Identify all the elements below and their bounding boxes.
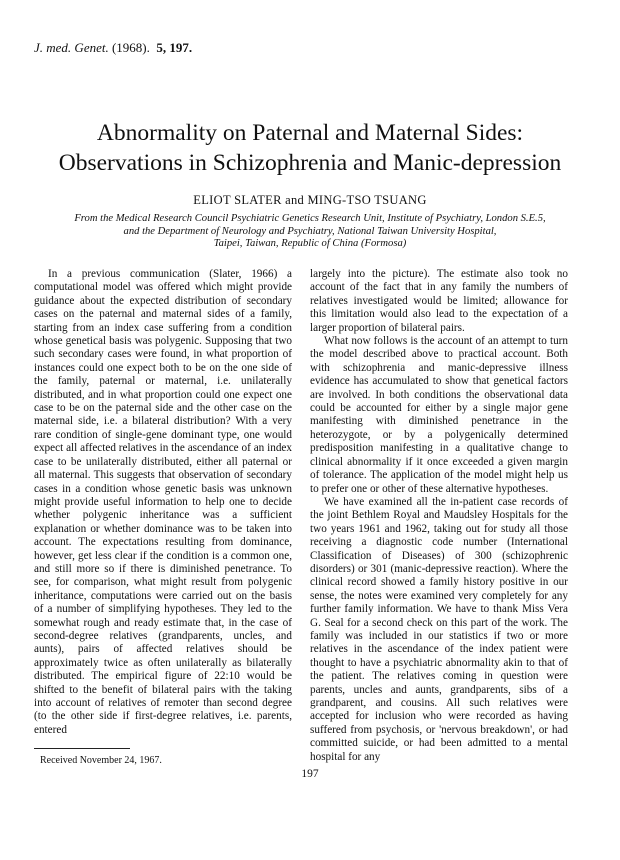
- affiliation-line-2: and the Department of Neurology and Psychiatry, National Taiwan University Hospital,: [123, 225, 497, 237]
- journal-year: (1968).: [111, 40, 150, 55]
- authors: ELIOT SLATER and MING-TSO TSUANG: [193, 193, 427, 207]
- journal-name: J. med. Genet.: [34, 40, 109, 55]
- body-paragraph: largely into the picture). The estimate also took no account of the fact that in any family the numbers of relatives investigated would be limited; allowance for this limitation would also lead to the expectation of a larger proportion of bilateral pairs.: [310, 268, 568, 334]
- received-date-footnote: Received November 24, 1967.: [40, 755, 162, 766]
- title-line-1: Abnormality on Paternal and Maternal Sides:: [96, 120, 524, 146]
- title-line-2: Observations in Schizophrenia and Manic-depression: [58, 150, 562, 176]
- affiliation: [40, 213, 580, 251]
- page-number: 197: [301, 768, 319, 780]
- journal-reference: [34, 40, 192, 56]
- body-paragraph: We have examined all the in-patient case records of the joint Bethlem Royal and Maudsley Hospitals for the two years 1961 and 1962, taking out for study all those receiving a diagnostic code number (International Classification of Diseases) of 300 (schizophrenic disorders) or 301 (manic-depressive reaction). Where the clinical record showed a family history positive in our sense, the notes were examined very completely for any further family information. We have to thank Miss Vera G. Seal for a second check on this part of the work. The family was included in our statistics if two or more relatives in the ascendance of the index patient were thought to have a psychiatric abnormality akin to that of the patient. The relatives coming in question were parents, uncles and aunts, grandparents, sibs of a grandparent, and cousins. All such relatives were accepted for inclusion who were recorded as having suffered from psychosis, or 'nervous breakdown', or had committed suicide, or had been admitted to a mental hospital for any: [310, 495, 568, 763]
- footnote-divider: [34, 748, 130, 749]
- body-paragraph: What now follows is the account of an attempt to turn the model described above to practical account. Both with schizophrenia and manic-depressive illness evidence has accumulated to show that genetical factors are involved. In both conditions the observational data could be accounted for either by a single major gene manifesting with diminished penetrance in the heterozygote, or by a polygenically determined predisposition manifesting in a qualitative change to clinical abnormality if it once exceeded a given margin of tolerance. The application of the model might help us to prefer one or other of these alternative hypotheses.: [310, 335, 568, 495]
- left-column: [34, 268, 292, 737]
- article-title: [20, 118, 600, 178]
- affiliation-line-1: From the Medical Research Council Psychiatric Genetics Research Unit, Institute of Psychiatry, London S.E.5,: [74, 213, 546, 224]
- body-paragraph: In a previous communication (Slater, 1966) a computational model was offered which might provide guidance about the expected distribution of secondary cases on the paternal and maternal sides of a family, starting from an index case suffering from a condition whose genetical basis was polygenic. Supposing that two such secondary cases were found, in what proportion of instances could one expect both to be on the one side of the family, paternal or maternal, i.e. unilaterally distributed, and in what proportion could one expect one case to be on the paternal side and the other case on the maternal side, i.e. a bilateral distribution? With a very rare condition of single-gene dominant type, one would expect all affected relatives in the ascendance of an index case to be unilaterally distributed, either all paternal or all maternal. This suggests that observation of secondary cases in a condition whose genetic basis was unknown might provide useful information to help one to decide whether polygenic inheritance was a sufficient explanation or whether dominance was to be taken into account. The expectations resulting from dominance, however, get less clear if the condition is a common one, and still more so if there is diminished penetrance. To see, for comparison, what might result from polygenic inheritance, computations were carried out on the basis of a number of simplifying hypotheses. They led to the somewhat rough and ready estimate that, in the case of second-degree relatives (grandparents, uncles, and aunts), pairs of affected relatives should be approximately twice as often unilaterally as bilaterally distributed. The empirical figure of 22:10 would be shifted to the benefit of bilateral pairs with the taking into account of relatives of remoter than second degree (to the other side if first-degree relatives, i.e. parents, entered: [34, 268, 292, 736]
- journal-volume-page: 5, 197.: [156, 40, 193, 55]
- affiliation-line-3: Taipei, Taiwan, Republic of China (Formosa): [213, 238, 407, 250]
- right-column: [310, 268, 568, 764]
